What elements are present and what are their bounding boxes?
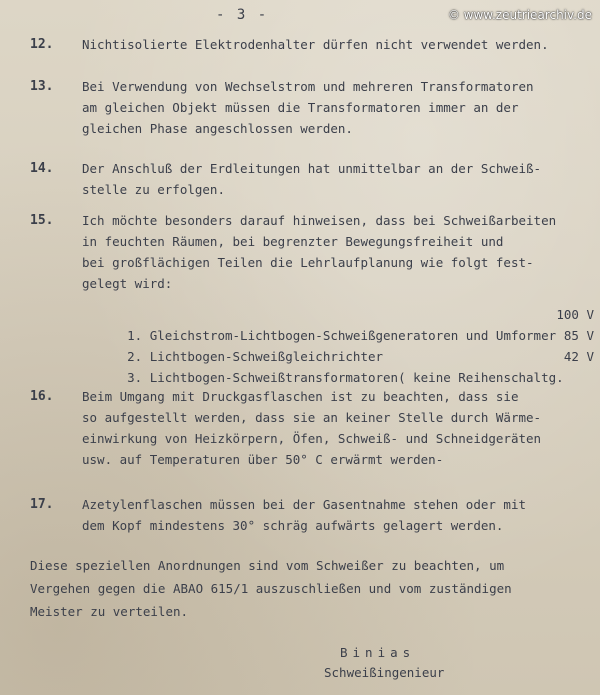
item-text: [82, 158, 590, 200]
page-number: - 3 -: [216, 7, 269, 23]
text-line: gleichen Phase angeschlossen werden.: [82, 121, 353, 136]
text-line: Der Anschluß der Erdleitungen hat unmittelbar an der Schweiß-: [82, 161, 542, 176]
list-item-text: 3. Lichtbogen-Schweißtransformatoren( keine Reihenschaltg.: [127, 370, 564, 385]
text-line: bei großflächigen Teilen die Lehrlaufplanung wie folgt fest-: [82, 255, 534, 270]
text-line: Azetylenflaschen müssen bei der Gasentnahme stehen oder mit: [82, 497, 527, 512]
list-item-text: 2. Lichtbogen-Schweißgleichrichter: [127, 349, 384, 364]
item-text: [82, 34, 590, 55]
signatory-title: Schweißingenieur: [324, 665, 445, 680]
list-item-value: 100 V: [556, 307, 594, 322]
item-number: 16.: [30, 389, 54, 404]
watermark: © www.zeutriearchiv.de: [447, 8, 592, 22]
text-line: usw. auf Temperaturen über 50° C erwärmt werden-: [82, 452, 444, 467]
text-line: Nichtisolierte Elektrodenhalter dürfen nicht verwendet werden.: [82, 37, 549, 52]
text-line: in feuchten Räumen, bei begrenzter Bewegungsfreiheit und: [82, 234, 504, 249]
item-text: [82, 210, 590, 294]
item-number: 15.: [30, 213, 54, 228]
text-line: einwirkung von Heizkörpern, Öfen, Schweiß- und Schneidgeräten: [82, 431, 542, 446]
item-text: [82, 76, 590, 139]
list-item-value: 85 V: [563, 328, 594, 343]
item-number: 13.: [30, 79, 54, 94]
signatory-name: Binias: [340, 645, 416, 660]
closing-paragraph: [30, 554, 590, 623]
text-line: Beim Umgang mit Druckgasflaschen ist zu beachten, dass sie: [82, 389, 519, 404]
item-text: [82, 386, 590, 470]
text-line: gelegt wird:: [82, 276, 173, 291]
text-line: dem Kopf mindestens 30° schräg aufwärts gelagert werden.: [82, 518, 504, 533]
text-line: stelle zu erfolgen.: [82, 182, 225, 197]
list-item-text: 1. Gleichstrom-Lichtbogen-Schweißgeneratoren und Umformer: [127, 328, 557, 343]
text-line: Diese speziellen Anordnungen sind vom Schweißer zu beachten, um: [30, 558, 505, 573]
list-item-value: 42 V: [563, 349, 594, 364]
voltage-list: [82, 304, 600, 385]
list-item: [82, 346, 600, 385]
text-line: Bei Verwendung von Wechselstrom und mehreren Transformatoren: [82, 79, 534, 94]
item-text: [82, 494, 590, 536]
text-line: Ich möchte besonders darauf hinweisen, dass bei Schweißarbeiten: [82, 213, 557, 228]
item-number: 17.: [30, 497, 54, 512]
text-line: so aufgestellt werden, dass sie an keiner Stelle durch Wärme-: [82, 410, 542, 425]
item-number: 14.: [30, 161, 54, 176]
text-line: Meister zu verteilen.: [30, 604, 189, 619]
item-number: 12.: [30, 37, 54, 52]
text-line: Vergehen gegen die ABAO 615/1 auszuschließen und vom zuständigen: [30, 581, 512, 596]
text-line: am gleichen Objekt müssen die Transformatoren immer an der: [82, 100, 519, 115]
